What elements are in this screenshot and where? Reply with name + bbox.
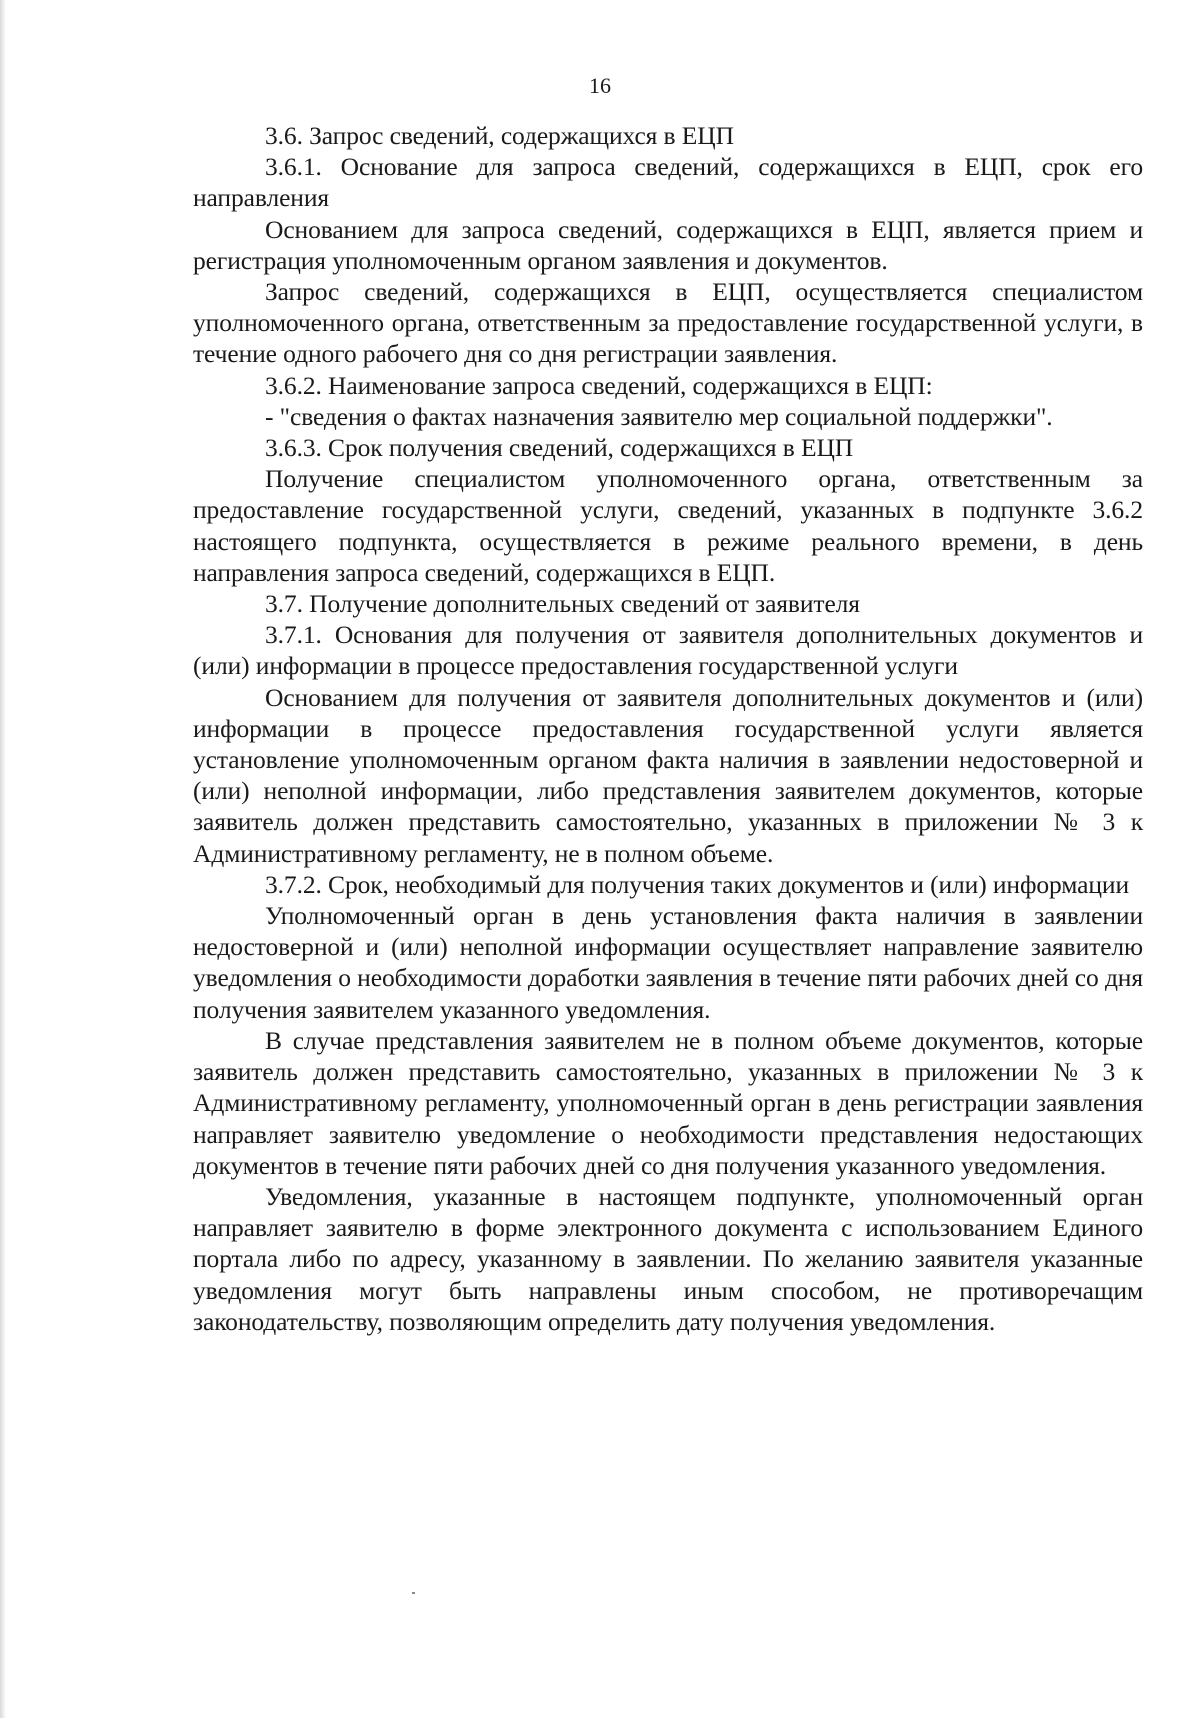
section-heading-3-7: 3.7. Получение дополнительных сведений от заявителя — [265, 589, 860, 619]
paragraph: Запрос сведений, содержащихся в ЕЦП, осуществляется специалистом уполномоченного органа, ответственным за предоставление государственной услуги, в течение одного рабочего дня со дня регистрации заявления. — [193, 277, 1143, 369]
list-item: - "сведения о фактах назначения заявителю мер социальной поддержки". — [265, 401, 1053, 431]
paragraph: Основанием для запроса сведений, содержащихся в ЕЦП, является прием и регистрация уполномоченным органом заявления и документов. — [193, 214, 1143, 275]
page-number: 16 — [589, 73, 611, 98]
subsection-heading-3-7-2: 3.7.2. Срок, необходимый для получения таких документов и (или) информации — [265, 869, 1130, 899]
paragraph: Уведомления, указанные в настоящем подпункте, уполномоченный орган направляет заявителю в форме электронного документа с использованием Единого портала либо по адресу, указанному в заявлении. По желанию заявителя указанные уведомления могут быть направлены иным способом, не противоречащим законодательству, позволяющим определить дату получения уведомления. — [193, 1181, 1143, 1336]
scan-speck — [412, 1592, 415, 1594]
subsection-heading-3-6-2: 3.6.2. Наименование запроса сведений, содержащихся в ЕЦП: — [265, 370, 933, 400]
section-heading-3-6: 3.6. Запрос сведений, содержащихся в ЕЦП — [265, 121, 734, 150]
paragraph: Уполномоченный орган в день установления факта наличия в заявлении недостоверной и (или) неполной информации осуществляет направление заявителю уведомления о необходимости доработки заявления в течение пяти рабочих дней со дня получения заявителем указанного уведомления. — [193, 901, 1143, 1024]
paragraph: Получение специалистом уполномоченного органа, ответственным за предоставление государственной услуги, сведений, указанных в подпункте 3.6.2 настоящего подпункта, осуществляется в режиме реального времени, в день направления запроса сведений, содержащихся в ЕЦП. — [193, 464, 1143, 587]
subsection-heading-3-6-1: 3.6.1. Основание для запроса сведений, содержащихся в ЕЦП, срок его направления — [193, 152, 1143, 213]
subsection-heading-3-7-1: 3.7.1. Основания для получения от заявителя дополнительных документов и (или) информации в процессе предоставления государственной услуги — [193, 620, 1143, 681]
subsection-heading-3-6-3: 3.6.3. Срок получения сведений, содержащихся в ЕЦП — [265, 433, 854, 463]
document-body — [193, 120, 1143, 1337]
paragraph: Основанием для получения от заявителя дополнительных документов и (или) информации в процессе предоставления государственной услуги является установление уполномоченным органом факта наличия в заявлении недостоверной и (или) неполной информации, либо представления заявителем документов, которые заявитель должен представить самостоятельно, указанных в приложении № 3 к Административному регламенту, не в полном объеме. — [193, 682, 1143, 868]
scan-edge-shadow — [0, 0, 6, 1718]
paragraph: В случае представления заявителем не в полном объеме документов, которые заявитель должен представить самостоятельно, указанных в приложении № 3 к Административному регламенту, уполномоченный орган в день регистрации заявления направляет заявителю уведомление о необходимости представления недостающих документов в течение пяти рабочих дней со дня получения указанного уведомления. — [193, 1025, 1143, 1180]
